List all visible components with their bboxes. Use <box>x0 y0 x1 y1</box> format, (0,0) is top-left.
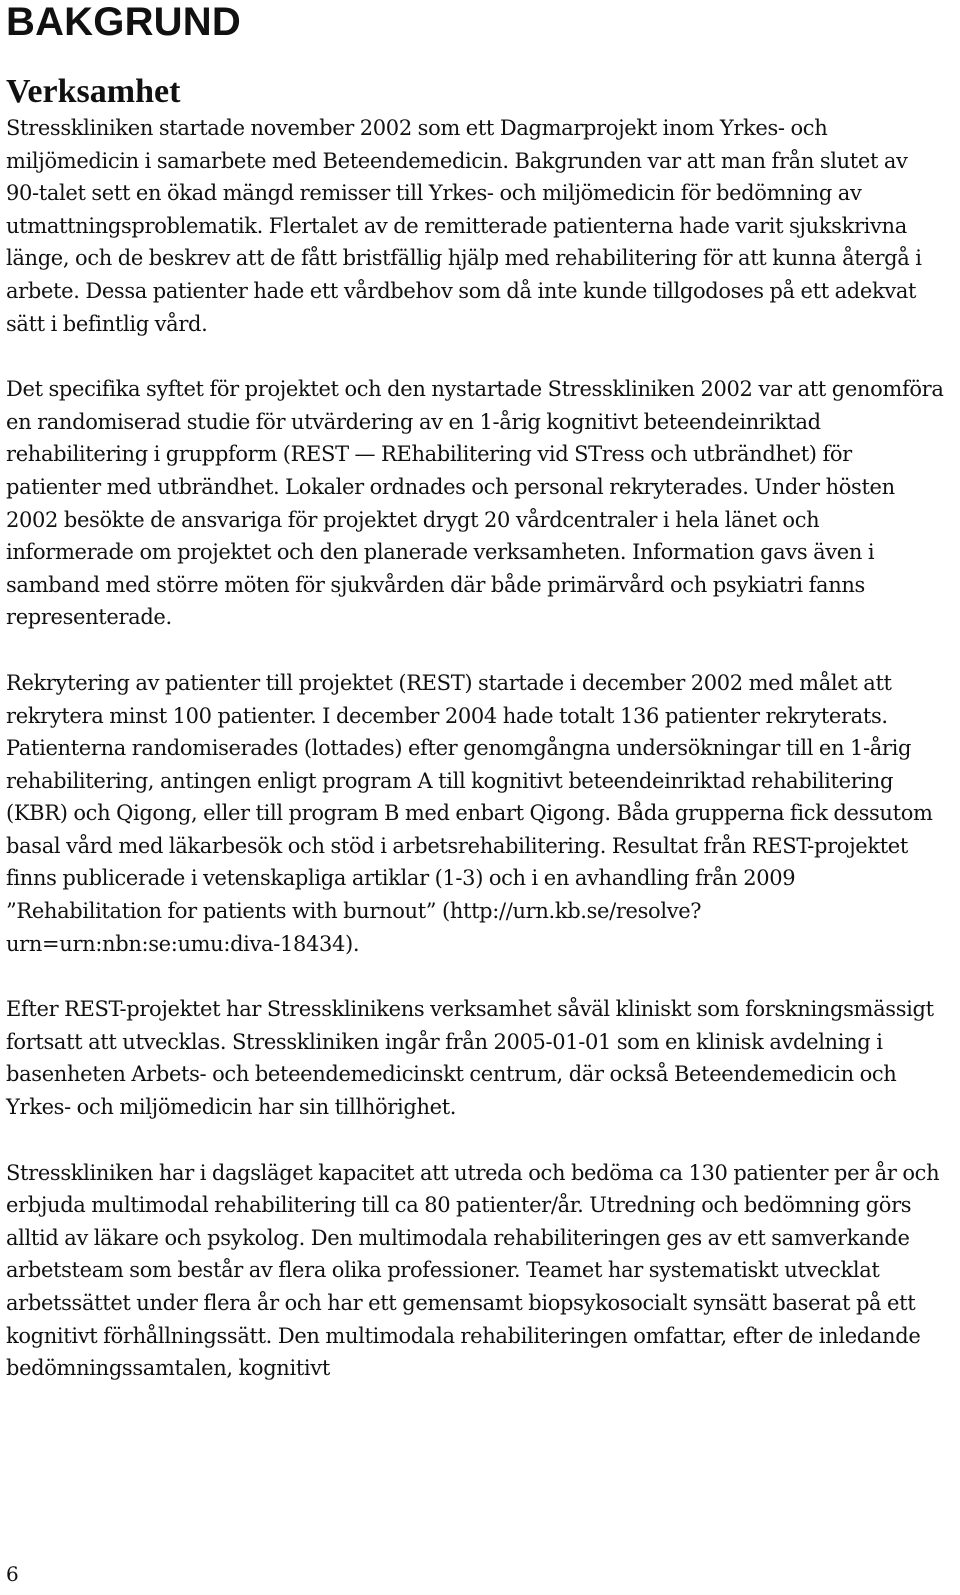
page-number: 6 <box>6 1562 19 1586</box>
body-paragraph: Det specifika syftet för projektet och den nystartade Stresskliniken 2002 var att genomföra en randomiserad studie för utvärdering av en 1-årig kognitivt beteendeinriktad rehabilitering i gruppform (REST — REhabilitering vid STress och utbrändhet) för patienter med utbrändhet. Lokaler ordnades och personal rekryterades. Under hösten 2002 besökte de ansvariga för projektet drygt 20 vårdcentraler i hela länet och informerade om projektet och den planerade verksamheten. Information gavs även i samband med större möten för sjukvården där både primärvård och psykiatri fanns representerade. <box>6 377 944 630</box>
body-paragraph: Efter REST-projektet har Stressklinikens verksamhet såväl kliniskt som forskningsmässigt fortsatt att utvecklas. Stresskliniken ingår från 2005-01-01 som en klinisk avdelning i basenheten Arbets- och beteendemedicinskt centrum, där också Beteendemedicin och Yrkes- och miljömedicin har sin tillhörighet. <box>6 997 934 1120</box>
body-paragraph: Stresskliniken har i dagsläget kapacitet att utreda och bedöma ca 130 patienter per år och erbjuda multimodal rehabilitering till ca 80 patienter/år. Utredning och bedömning görs alltid av läkare och psykolog. Den multimodala rehabiliteringen ges av ett samverkande arbetsteam som består av flera olika professioner. Teamet har systematiskt utvecklat arbetssättet under flera år och har ett gemensamt biopsykosocialt synsätt baserat på ett kognitivt förhållningssätt. Den multimodala rehabiliteringen omfattar, efter de inledande bedömningssamtalen, kognitivt <box>6 1160 940 1381</box>
section-title: Verksamhet <box>6 73 181 110</box>
page-title: BAKGRUND <box>6 0 241 44</box>
body-paragraph: Stresskliniken startade november 2002 som ett Dagmarprojekt inom Yrkes- och miljömedicin i samarbete med Beteendemedicin. Bakgrunden var att man från slutet av 90-talet sett en ökad mängd remisser till Yrkes- och miljömedicin för bedömning av utmattningsproblematik. Flertalet av de remitterade patienterna hade varit sjukskrivna länge, och de beskrev att de fått bristfällig hjälp med rehabilitering för att kunna återgå i arbete. Dessa patienter hade ett vårdbehov som då inte kunde tillgodoses på ett adekvat sätt i befintlig vård. <box>6 116 922 336</box>
body-paragraph: Rekrytering av patienter till projektet (REST) startade i december 2002 med målet att rekrytera minst 100 patienter. I december 2004 hade totalt 136 patienter rekryterats. Patienterna randomiserades (lottades) efter genomgångna undersökningar till en 1-årig rehabilitering, antingen enligt program A till kognitivt beteendeinriktad rehabilitering (KBR) och Qigong, eller till program B med enbart Qigong. Båda grupperna fick dessutom basal vård med läkarbesök och stöd i arbetsrehabilitering. Resultat från REST-projektet finns publicerade i vetenskapliga artiklar (1-3) och i en avhandling från 2009 ”Rehabilitation for patients with burnout” (http://urn.kb.se/resolve?urn=urn:nbn:se:umu:diva-18434). <box>6 670 933 956</box>
document-page <box>6 0 946 1385</box>
